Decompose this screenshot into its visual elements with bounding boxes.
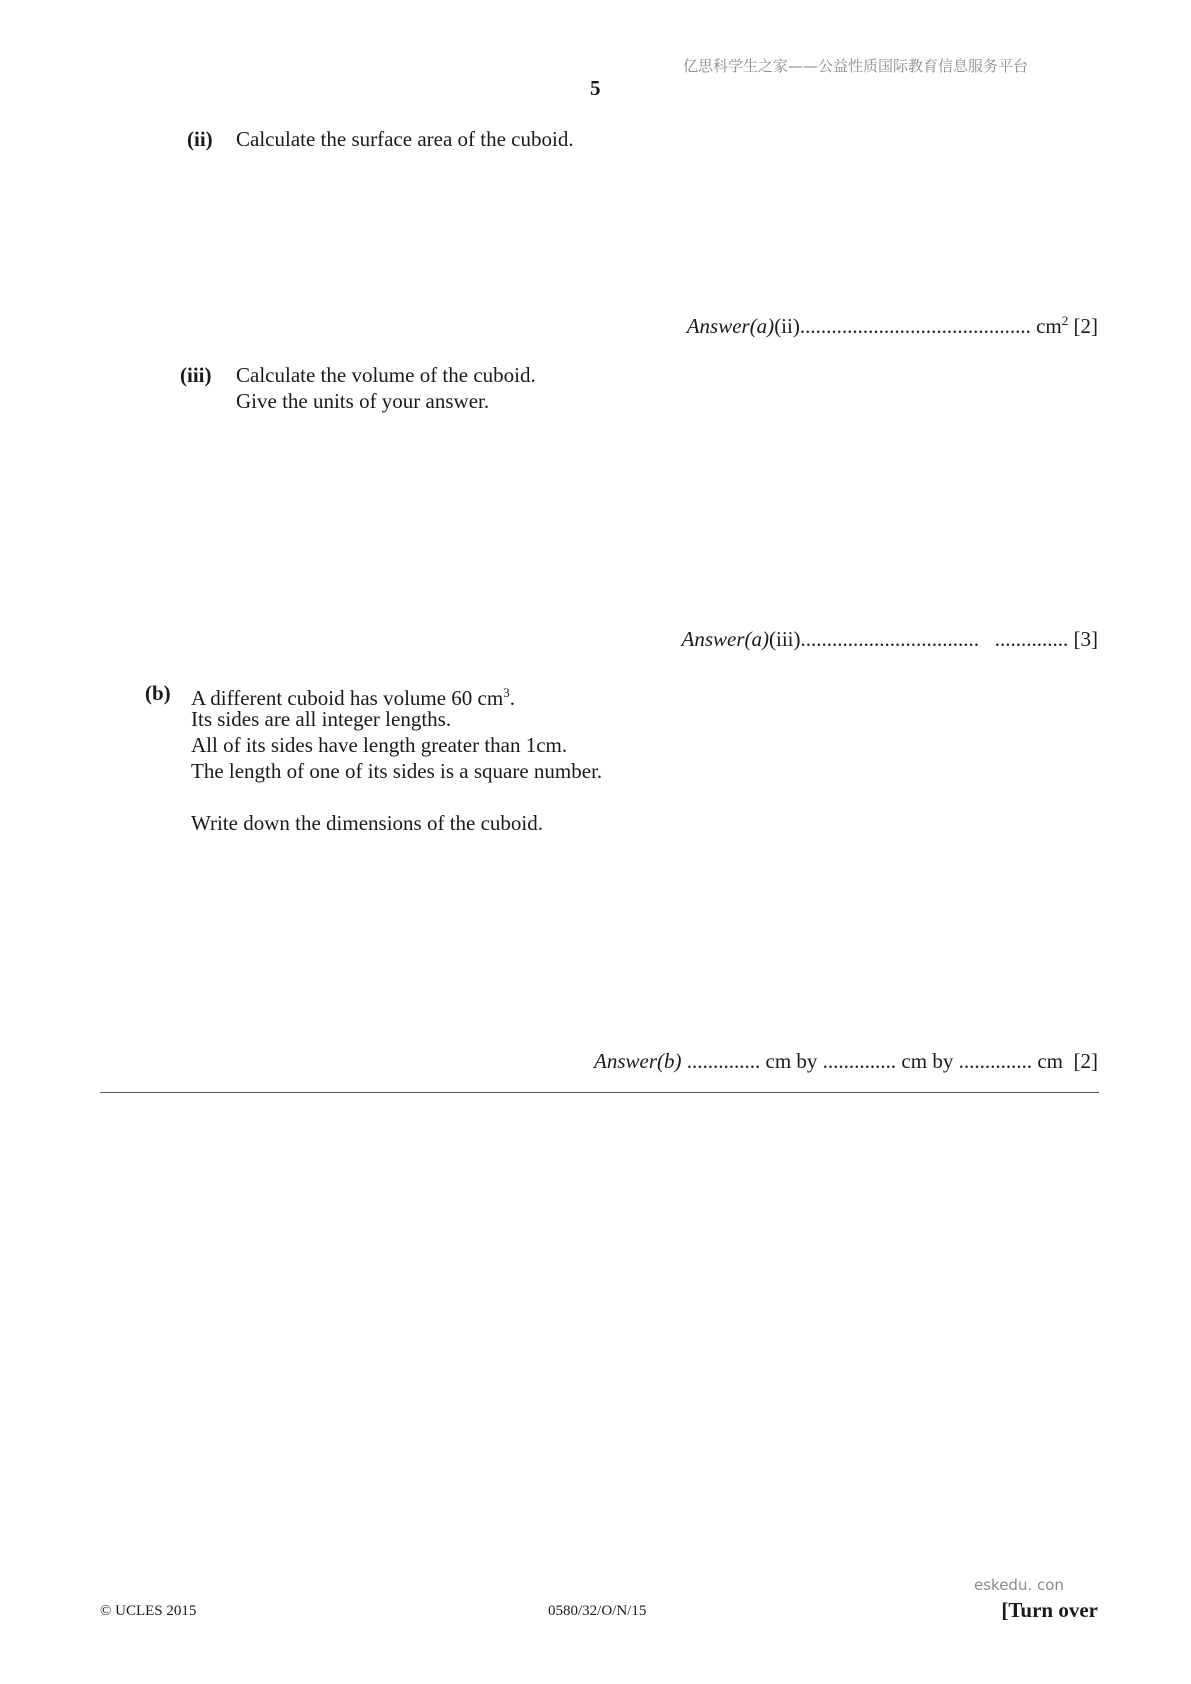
question-text-b-line5: Write down the dimensions of the cuboid. [191,811,544,835]
turn-over: [Turn over [1001,1598,1098,1622]
answer-body: .............. cm by .............. cm by .............. cm [681,1049,1063,1073]
watermark-bottom: eskedu. con [974,1576,1064,1594]
answer-line-a-iii [682,626,1099,652]
answer-unit: cm [1036,314,1062,338]
answer-dots: ............................................ [799,314,1031,338]
answer-sub: (ii) [774,314,800,338]
answer-line-a-ii [687,308,1098,339]
question-text-b-line2: Its sides are all integer lengths. [191,707,452,731]
answer-prefix: Answer(a) [681,627,769,651]
page-number: 5 [590,76,601,100]
question-label-b: (b) [145,681,171,705]
section-divider [100,1092,1099,1093]
volume-text: A different cuboid has volume 60 cm [191,686,504,710]
question-text-a-ii: Calculate the surface area of the cuboid. [236,127,574,151]
marks: [2] [1073,1049,1098,1073]
answer-dots: .................................. .............. [800,627,1069,651]
marks: [3] [1073,627,1098,651]
question-text-a-iii-line1: Calculate the volume of the cuboid. [236,363,536,387]
watermark-top: 亿思科学生之家——公益性质国际教育信息服务平台 [683,57,1029,75]
marks: [2] [1073,314,1098,338]
question-label-a-iii: (iii) [180,363,212,387]
volume-unit-superscript: 3 [503,685,510,700]
question-text-b-line3: All of its sides have length greater than 1cm. [191,733,568,757]
question-label-a-ii: (ii) [187,127,213,151]
answer-line-b [594,1048,1098,1074]
paper-code: 0580/32/O/N/15 [548,1603,647,1619]
answer-prefix: Answer(b) [594,1049,682,1073]
copyright: © UCLES 2015 [100,1603,197,1619]
answer-sub: (iii) [769,627,801,651]
answer-unit-superscript: 2 [1061,313,1069,328]
question-text-a-iii-line2: Give the units of your answer. [236,389,490,413]
answer-prefix: Answer(a) [686,314,775,338]
sentence-end: . [509,686,515,710]
question-text-b-line4: The length of one of its sides is a square number. [191,759,603,783]
